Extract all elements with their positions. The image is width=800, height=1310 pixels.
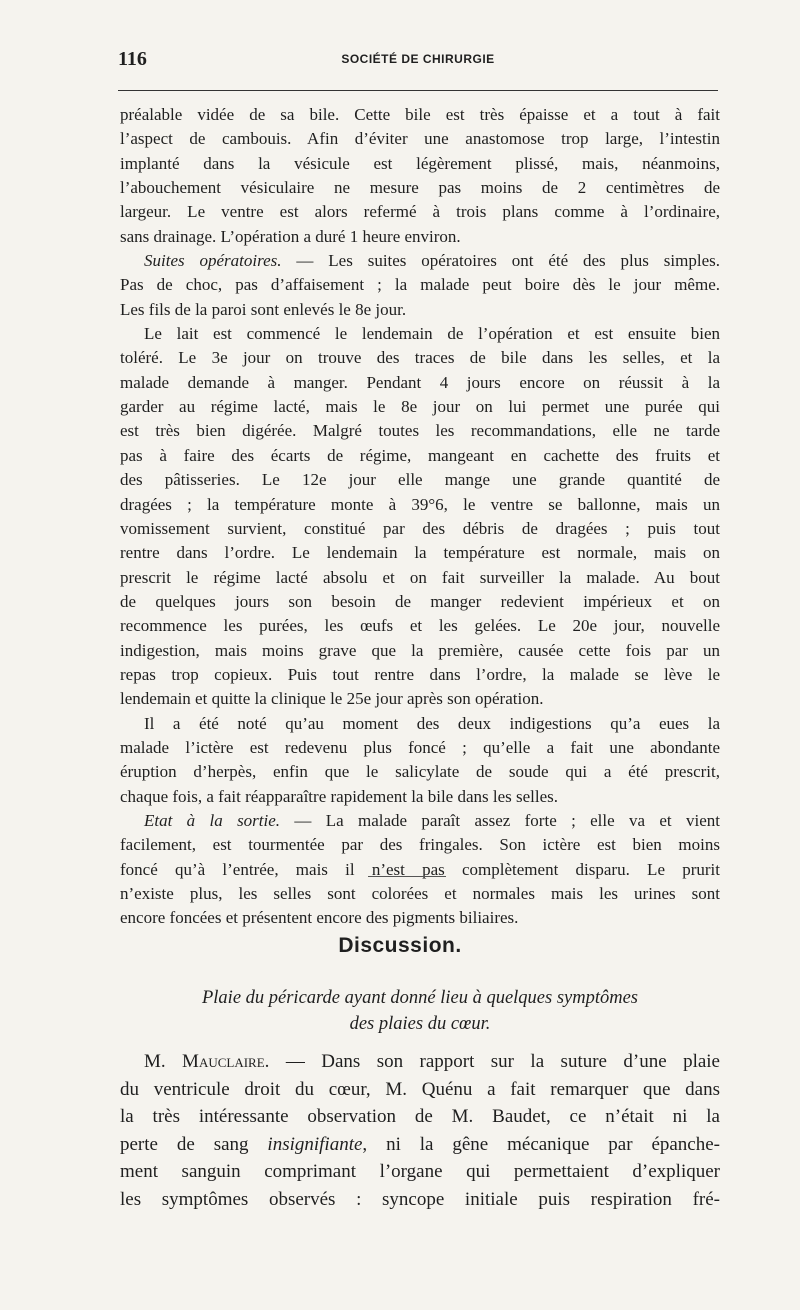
text-line: implanté dans la vésicule est légèrement plissé, mais, néanmoins, [120,153,720,173]
text-line: les symptômes observés : syncope initiale puis respiration fré- [120,1188,720,1210]
text-line: Pas de choc, pas d’affaisement ; la malade peut boire dès le jour même. [120,275,720,295]
text-line: dragées ; la température monte à 39°6, le ventre se ballonne, mais un [120,494,720,514]
text-line: pas à faire des écarts de régime, mangeant en cachette des fruits et [120,445,720,465]
text-line: la très intéressante observation de M. Baudet, ce n’était ni la [120,1106,720,1127]
running-title: SOCIÉTÉ DE CHIRURGIE [341,52,495,66]
text-line: du ventricule droit du cœur, M. Quénu a fait remarquer que dans [120,1078,720,1100]
text-line: sans drainage. L’opération a duré 1 heure environ. [120,226,461,246]
text-line: n’existe plus, les selles sont colorées et normales mais les urines sont [120,884,720,903]
text-line: facilement, est tourmentée par des fringales. Son ictère est bien moins [120,835,720,855]
text-line: éruption d’herpès, enfin que le salicylate de soude qui a été prescrit, [120,762,720,782]
text-line: largeur. Le ventre est alors refermé à trois plans comme à l’ordinaire, [120,202,720,222]
text-line: lendemain et quitte la clinique le 25e jour après son opération. [120,689,544,709]
page-number: 116 [118,48,147,70]
subtitle-line: des plaies du cœur. [349,1014,491,1034]
text-line: Les fils de la paroi sont enlevés le 8e jour. [120,299,407,319]
text-span: , ni la gêne mécanique par épanche- [362,1133,721,1155]
text-line: est très bien digérée. Malgré toutes les recommandations, elle ne tarde [120,421,720,441]
emphasis-span: insignifiante [267,1133,363,1155]
etat-text: — La malade paraît assez forte ; elle va et vient [280,810,720,830]
discussion-text [120,1048,720,1213]
section-title: Discussion. [338,934,462,957]
text-line: encore foncées et présentent encore des pigments biliaires. [120,908,519,928]
section-subtitle [120,985,720,1037]
text-line: des pâtisseries. Le 12e jour elle mange une grande quantité de [120,470,720,490]
suites-label: Suites opératoires. [144,251,282,271]
separator-rule [368,876,446,877]
page-header [118,48,718,72]
text-line: prescrit le régime lacté absolu et on fait surveiller la malade. Au bout [120,567,720,587]
text-line: ment sanguin comprimant l’organe qui permettaient d’expliquer [120,1161,720,1182]
text-line: indigestion, mais moins grave que la première, causée cette fois par un [120,640,720,660]
text-line: garder au régime lacté, mais le 8e jour on lui permet une purée qui [120,397,720,417]
text-line: foncé qu’à l’entrée, mais il n’est pas complètement disparu. Le prurit [120,859,720,879]
etat-label: Etat à la sortie. [144,810,281,830]
text-line-mixed [120,1131,720,1159]
subtitle-line: Plaie du péricarde ayant donné lieu à quelques symptômes [201,988,639,1008]
text-line: repas trop copieux. Puis tout rentre dans l’ordre, la malade se lève le [120,664,720,684]
speaker-line [120,1048,720,1076]
text-line: l’aspect de cambouis. Afin d’éviter une anastomose trop large, l’intestin [120,129,720,149]
text-line: de quelques jours son besoin de manger redevient impérieux et on [120,591,720,611]
text-line: vomissement survient, constitué par des débris de dragées ; puis tout [120,518,720,538]
text-line: rentre dans l’ordre. Le lendemain la température est normale, mais on [120,543,720,563]
text-line: Il a été noté qu’au moment des deux indigestions qu’a eues la [144,713,720,733]
text-line: malade demande à manger. Pendant 4 jours encore on réussit à la [120,372,720,392]
text-line: chaque fois, a fait réapparaître rapidement la bile dans les selles. [120,786,559,806]
text-line: Le lait est commencé le lendemain de l’opération et est ensuite bien [144,324,720,344]
text-line: l’abouchement vésiculaire ne mesure pas moins de 2 centimètres de [120,178,720,198]
etat-line [120,809,720,833]
suites-text: — Les suites opératoires ont été des plus simples. [281,251,720,271]
text-span: perte de sang [120,1133,268,1155]
text-line: malade l’ictère est redevenu plus foncé ; qu’elle a fait une abondante [120,737,720,757]
text-line: préalable vidée de sa bile. Cette bile est très épaisse et a tout à fait [120,105,720,124]
header-rule [118,90,718,91]
case-report-text [120,103,720,931]
speaker-text: — Dans son rapport sur la suture d’une plaie [269,1051,720,1072]
speaker-name: M. Mauclaire. [144,1051,270,1072]
text-line: recommence les purées, les œufs et les gelées. Le 20e jour, nouvelle [120,616,720,636]
suites-line [120,249,720,273]
text-line: toléré. Le 3e jour on trouve des traces de bile dans les selles, et la [120,348,720,368]
